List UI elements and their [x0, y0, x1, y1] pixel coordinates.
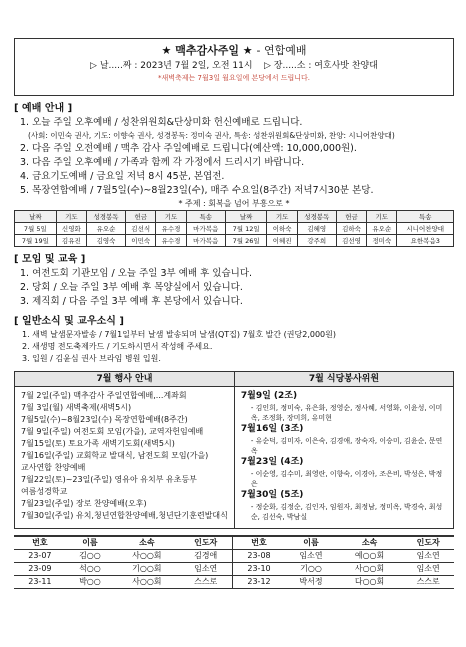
prayer-theme: * 주제 : 회복을 넘어 부흥으로 *	[178, 199, 290, 208]
table-cell: 박서정	[285, 575, 337, 588]
volunteer-week-title: 7월30일 (5조)	[240, 490, 304, 500]
table-cell: 7월 12일	[225, 223, 267, 235]
volunteer-week-title: 7월23일 (4조)	[240, 457, 304, 467]
table-cell: 사○○회	[337, 562, 403, 575]
list-item: 7월15일(토) 토요가족 새벽기도회(새벽5시)	[21, 439, 175, 448]
list-item: 7월5일(수)~8월23일(수) 목장연합예배(8주간)	[21, 415, 188, 424]
table-cell: 유수경	[156, 235, 186, 247]
table-cell: 성경봉독	[297, 211, 336, 223]
table-cell: 신영화	[56, 223, 86, 235]
table-cell: 김선식	[126, 223, 156, 235]
table-cell: 이혜진	[267, 235, 297, 247]
list-item: 7월22일(토)~23일(주일) 영유아 유치부 유초등부	[21, 475, 197, 484]
table-cell: 특송	[397, 211, 454, 223]
list-item: 7월 2일(주일) 맥추감사 주일연합예배,...계좌회	[21, 391, 187, 400]
table-header-cell: 소속	[337, 536, 403, 549]
table-cell: 기○○	[285, 562, 337, 575]
table-cell: 23-12	[232, 575, 285, 588]
title-sub: - 연합예배	[256, 44, 307, 57]
worship-item-5: 5. 목장연합예배 / 7월5일(수)~8월23일(수), 매주 수요일(8주간) 저녁7시30분 본당.	[20, 185, 374, 196]
events-heading: 7월 행사 안내	[15, 372, 234, 387]
table-header-cell: 이름	[285, 536, 337, 549]
newcomer-roster-table	[14, 535, 454, 589]
volunteer-week-names: - 유순덕, 김미자, 이은숙, 김경애, 장숙자, 이승미, 김윤순, 문연옥	[250, 437, 443, 455]
table-cell: 유수경	[156, 223, 186, 235]
table-cell: 스스로	[402, 575, 454, 588]
table-cell: 7월 19일	[15, 235, 57, 247]
worship-item-2: 2. 다음 주일 오전예배 / 맥추 감사 주일예배로 드립니다(예산액: 10,000,000원).	[20, 143, 357, 154]
table-cell: 날짜	[225, 211, 267, 223]
volunteers-heading: 7월 식당봉사위원	[235, 372, 453, 387]
table-row	[15, 211, 454, 223]
table-cell: 기도	[56, 211, 86, 223]
meeting-item-3: 3. 제직회 / 다음 주일 3부 예배 후 본당에서 있습니다.	[20, 296, 243, 307]
meeting-heading: [ 모임 및 교육 ]	[14, 254, 86, 265]
dawn-notice: *새벽축제는 7월3일 월요일에 본당에서 드립니다.	[157, 74, 310, 82]
news-item-1: 1. 새벽 날샘문자발송 / 7월1일부터 날샘 발송되며 날샘(QT집) 7월호 발간 (권당2,000원)	[22, 330, 336, 339]
bulletin-page	[14, 38, 454, 589]
worship-item-1: 1. 오늘 주일 오후예배 / 성찬위원회&단상미화 헌신예배로 드립니다.	[20, 117, 303, 128]
table-row	[14, 575, 454, 588]
list-item: 7월30일(주일) 유치,청년연합찬양예배,청년단기훈련발대식	[21, 511, 228, 520]
table-cell: 사○○회	[114, 549, 180, 562]
table-cell: 김○○	[66, 549, 114, 562]
events-column	[15, 372, 234, 528]
table-cell: 유오순	[87, 223, 126, 235]
title-main: ★ 맥추감사주일 ★	[161, 44, 253, 57]
table-cell: 기도	[367, 211, 397, 223]
table-header-cell: 인도자	[180, 536, 233, 549]
table-cell: 사○○회	[114, 575, 180, 588]
table-cell: 7월 5일	[15, 223, 57, 235]
worship-item-1-detail: (사회: 이민숙 권사, 기도: 이향숙 권사, 성경봉독: 정미숙 권사, 특송: 성찬위원회&단상미화, 찬양: 시니어찬양대)	[28, 131, 395, 140]
title-box	[14, 38, 454, 96]
events-list	[15, 387, 234, 525]
table-cell: 성경봉독	[87, 211, 126, 223]
list-item: 7월23일(주일) 장로 찬양예배(오후)	[21, 499, 147, 508]
table-header-cell: 인도자	[402, 536, 454, 549]
table-cell: 기○○회	[114, 562, 180, 575]
volunteer-week-title: 7월9일 (2조)	[240, 391, 298, 401]
table-cell: 날짜	[15, 211, 57, 223]
table-row	[14, 562, 454, 575]
table-row	[15, 223, 454, 235]
table-cell: 김선영	[336, 235, 366, 247]
list-item: 여름성경학교	[21, 487, 68, 496]
table-cell: 특송	[186, 211, 225, 223]
volunteer-week-names: - 이순영, 김수미, 최영란, 이향숙, 이경아, 조은비, 박성은, 박정은	[250, 470, 443, 488]
table-cell: 김유진	[56, 235, 86, 247]
table-cell: 23-07	[14, 549, 66, 562]
table-cell: 23-09	[14, 562, 66, 575]
table-row	[14, 536, 454, 549]
meeting-item-1: 1. 여전도회 기관모임 / 오늘 주일 3부 예배 후 있습니다.	[20, 268, 253, 279]
date-place-line	[23, 59, 445, 73]
table-cell: 박○○	[66, 575, 114, 588]
table-cell: 김경애	[180, 549, 233, 562]
table-cell: 이민숙	[126, 235, 156, 247]
table-cell: 23-08	[232, 549, 285, 562]
table-cell: 임소연	[285, 549, 337, 562]
table-cell: 임소연	[402, 562, 454, 575]
table-header-cell: 번호	[232, 536, 285, 549]
list-item: 7월 3일(월) 새벽축제(새벽5시)	[21, 403, 132, 412]
page-title	[23, 43, 445, 59]
table-cell: 다○○회	[337, 575, 403, 588]
table-cell: 헌금	[126, 211, 156, 223]
worship-item-4: 4. 금요기도예배 / 금요일 저녁 8시 45분, 본엽전.	[20, 171, 225, 182]
events-box	[14, 371, 454, 529]
table-header-cell: 이름	[66, 536, 114, 549]
table-cell: 강주희	[297, 235, 336, 247]
volunteer-week-title: 7월16일 (3조)	[240, 424, 304, 434]
table-cell: 마가복음	[186, 235, 225, 247]
date-label: ▷ 날.....짜 : 2023년 7월 2일, 오전 11시	[90, 61, 253, 71]
table-cell: 김하숙	[336, 223, 366, 235]
table-cell: 임소연	[402, 549, 454, 562]
table-cell: 23-11	[14, 575, 66, 588]
table-cell: 23-10	[232, 562, 285, 575]
table-header-cell: 번호	[14, 536, 66, 549]
volunteer-week-names: - 김인희, 정미숙, 유은화, 정영순, 정사혜, 서영화, 이윤성, 이미옥, 조정화, 장미희, 유미현	[250, 404, 443, 422]
table-cell: 임소연	[180, 562, 233, 575]
table-cell: 스스로	[180, 575, 233, 588]
table-cell: 김영숙	[87, 235, 126, 247]
volunteers-column	[234, 372, 453, 528]
news-item-3: 3. 입원 / 김윤심 권사 브라임 병원 입원.	[22, 354, 161, 363]
news-item-2: 2. 새생명 전도축제카드 / 기도하시면서 작성해 주세요.	[22, 342, 213, 351]
table-cell: 7월 26일	[225, 235, 267, 247]
table-cell: 석○○	[66, 562, 114, 575]
table-row	[15, 235, 454, 247]
table-cell: 마가복음	[186, 223, 225, 235]
prayer-schedule-table	[14, 210, 454, 247]
table-cell: 정미숙	[367, 235, 397, 247]
table-cell: 예○○회	[337, 549, 403, 562]
volunteers-list	[235, 387, 453, 525]
table-cell: 유오순	[367, 223, 397, 235]
meeting-item-2: 2. 당회 / 오늘 주일 3부 예배 후 목양실에서 있습니다.	[20, 282, 243, 293]
table-cell: 기도	[267, 211, 297, 223]
place-label: ▷ 장.....소 : 여호사밧 찬양대	[264, 61, 378, 71]
list-item: 7월 9일(주일) 여전도회 모임(가을), 교역자헌임예배	[21, 427, 204, 436]
table-cell: 시니어찬양대	[397, 223, 454, 235]
table-cell: 김혜영	[297, 223, 336, 235]
table-header-cell: 소속	[114, 536, 180, 549]
list-item: 교사연합 찬양예배	[21, 463, 86, 472]
news-heading: [ 일반소식 및 교우소식 ]	[14, 316, 125, 327]
volunteer-week-names: - 정순화, 김정순, 김인자, 임원자, 최정남, 정미옥, 박경숙, 최성순, 김선숙, 박남실	[250, 503, 443, 521]
table-cell: 요한복음3	[397, 235, 454, 247]
table-cell: 헌금	[336, 211, 366, 223]
table-cell: 이하숙	[267, 223, 297, 235]
table-cell: 기도	[156, 211, 186, 223]
list-item: 7월16일(주일) 교회학교 발대식, 남전도회 모임(가을)	[21, 451, 209, 460]
table-row	[14, 549, 454, 562]
worship-heading: [ 예배 안내 ]	[14, 103, 73, 114]
worship-item-3: 3. 다음 주일 오후예배 / 가족과 함께 각 가정에서 드리시기 바랍니다.	[20, 157, 305, 168]
